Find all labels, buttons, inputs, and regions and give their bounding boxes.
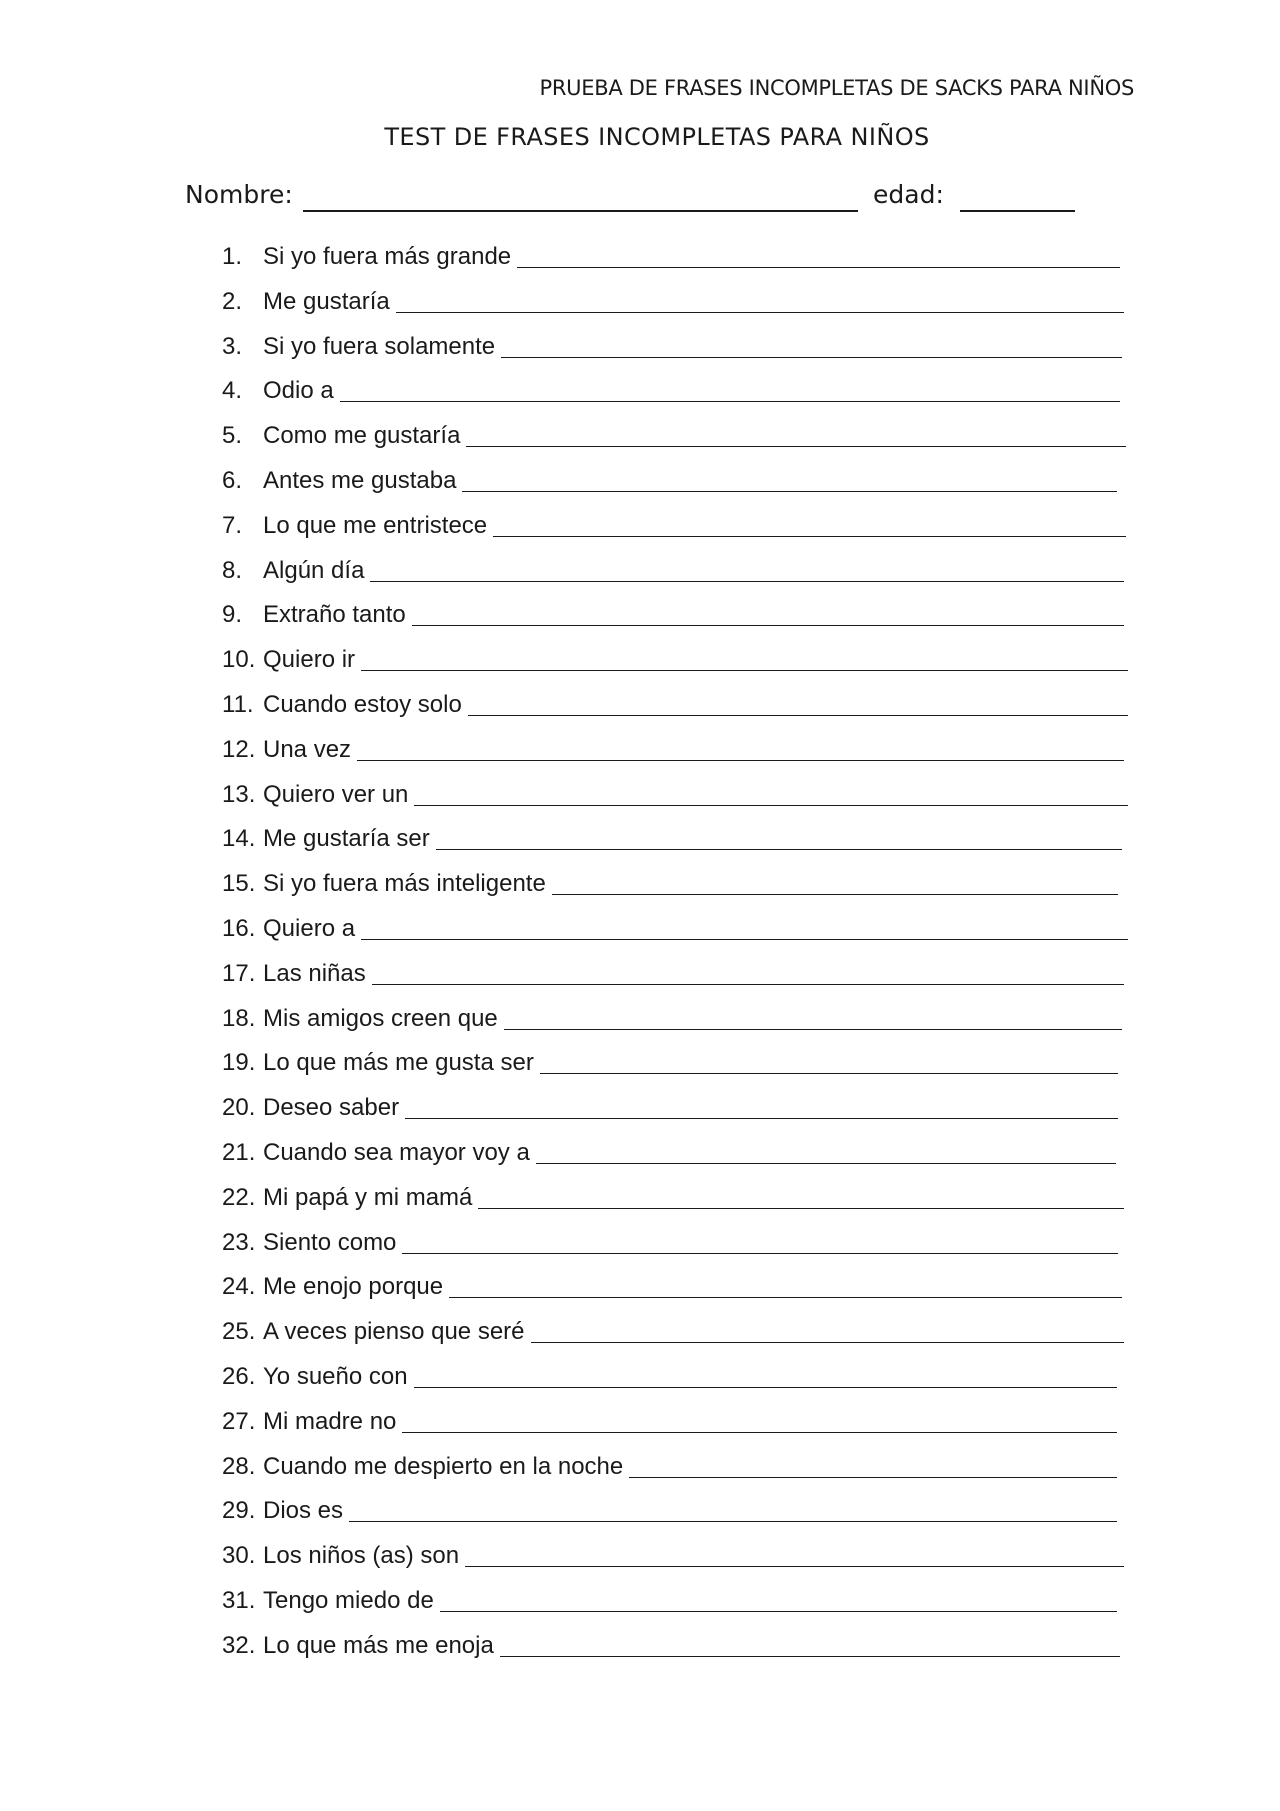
list-item (222, 735, 1140, 780)
item-number: 5. (222, 422, 243, 450)
answer-blank-line[interactable] (536, 1163, 1116, 1164)
answer-blank-line[interactable] (370, 581, 1124, 582)
item-prompt: Cuando me despierto en la noche (263, 1452, 624, 1480)
item-prompt: Lo que más me enoja (263, 1631, 494, 1659)
item-number: 19. (222, 1049, 256, 1077)
list-item (222, 1048, 1140, 1093)
item-number: 15. (222, 870, 256, 898)
name-label: Nombre: (185, 180, 293, 209)
list-item (222, 466, 1140, 511)
item-prompt: Me gustaría ser (263, 825, 430, 853)
item-number: 29. (222, 1497, 256, 1525)
answer-blank-line[interactable] (517, 267, 1120, 268)
item-number: 30. (222, 1542, 256, 1570)
answer-blank-line[interactable] (629, 1477, 1117, 1478)
item-prompt: Me enojo porque (263, 1273, 444, 1301)
item-number: 13. (222, 780, 256, 808)
item-prompt: Si yo fuera más grande (263, 243, 512, 270)
answer-blank-line[interactable] (462, 491, 1117, 492)
item-prompt: Algún día (263, 556, 365, 584)
answer-blank-line[interactable] (465, 1566, 1124, 1567)
answer-blank-line[interactable] (414, 805, 1128, 806)
answer-blank-line[interactable] (436, 849, 1122, 850)
item-prompt: A veces pienso que seré (263, 1318, 525, 1346)
item-prompt: Quiero ir (263, 646, 356, 674)
answer-blank-line[interactable] (372, 984, 1124, 985)
item-number: 22. (222, 1183, 256, 1211)
answer-blank-line[interactable] (478, 1208, 1124, 1209)
item-prompt: Los niños (as) son (263, 1542, 460, 1570)
list-item (222, 556, 1140, 601)
item-number: 32. (222, 1631, 256, 1659)
item-prompt: Deseo saber (263, 1094, 400, 1122)
item-prompt: Si yo fuera más inteligente (263, 870, 546, 898)
item-number: 10. (222, 646, 256, 674)
item-number: 24. (222, 1273, 256, 1301)
answer-blank-line[interactable] (349, 1521, 1117, 1522)
list-item (222, 511, 1140, 556)
item-prompt: Me gustaría (263, 287, 390, 315)
answer-blank-line[interactable] (504, 1029, 1122, 1030)
list-item (222, 914, 1140, 959)
item-prompt: Tengo miedo de (263, 1586, 434, 1614)
item-prompt: Yo sueño con (263, 1362, 408, 1390)
item-prompt: Extraño tanto (263, 601, 406, 629)
list-item (222, 242, 1140, 287)
list-item (222, 1183, 1140, 1228)
item-number: 14. (222, 825, 256, 853)
answer-blank-line[interactable] (361, 939, 1128, 940)
list-item (222, 600, 1140, 645)
item-number: 20. (222, 1094, 256, 1122)
list-item (222, 645, 1140, 690)
answer-blank-line[interactable] (466, 446, 1126, 447)
answer-blank-line[interactable] (501, 357, 1122, 358)
answer-blank-line[interactable] (412, 625, 1124, 626)
document-subtitle: PRUEBA DE FRASES INCOMPLETAS DE SACKS PARA NIÑOS (539, 76, 1134, 100)
item-prompt: Mi madre no (263, 1407, 397, 1435)
list-item (222, 959, 1140, 1004)
item-number: 18. (222, 1004, 256, 1032)
item-prompt: Antes me gustaba (263, 466, 457, 494)
item-number: 25. (222, 1318, 256, 1346)
list-item (222, 869, 1140, 914)
item-number: 16. (222, 914, 256, 942)
answer-blank-line[interactable] (552, 894, 1118, 895)
age-blank-line[interactable] (960, 210, 1075, 212)
item-prompt: Cuando estoy solo (263, 690, 462, 718)
answer-blank-line[interactable] (540, 1073, 1118, 1074)
item-prompt: Mis amigos creen que (263, 1004, 498, 1032)
list-item (222, 1228, 1140, 1273)
name-blank-line[interactable] (303, 210, 858, 212)
item-prompt: Siento como (263, 1228, 397, 1256)
item-prompt: Las niñas (263, 959, 366, 987)
item-prompt: Una vez (263, 735, 352, 763)
list-item (222, 1541, 1140, 1586)
answer-blank-line[interactable] (405, 1118, 1118, 1119)
list-item (222, 780, 1140, 825)
list-item (222, 1631, 1140, 1676)
answer-blank-line[interactable] (396, 312, 1124, 313)
list-item (222, 1496, 1140, 1541)
list-item (222, 690, 1140, 735)
list-item (222, 1138, 1140, 1183)
item-prompt: Odio a (263, 377, 334, 405)
answer-blank-line[interactable] (493, 536, 1126, 537)
item-number: 12. (222, 735, 256, 763)
answer-blank-line[interactable] (468, 715, 1128, 716)
list-item (222, 1093, 1140, 1138)
age-label: edad: (873, 180, 944, 209)
item-number: 26. (222, 1362, 256, 1390)
sentence-list (222, 242, 1140, 1676)
list-item (222, 287, 1140, 332)
answer-blank-line[interactable] (500, 1656, 1120, 1657)
item-number: 21. (222, 1138, 256, 1166)
item-prompt: Dios es (263, 1497, 344, 1525)
item-number: 8. (222, 556, 243, 584)
answer-blank-line[interactable] (402, 1432, 1117, 1433)
item-number: 6. (222, 466, 243, 494)
list-item (222, 1452, 1140, 1497)
answer-blank-line[interactable] (531, 1342, 1124, 1343)
list-item (222, 824, 1140, 869)
answer-blank-line[interactable] (340, 401, 1120, 402)
list-item (222, 1586, 1140, 1631)
list-item (222, 332, 1140, 377)
item-prompt: Quiero ver un (263, 780, 409, 808)
name-age-row (185, 180, 1085, 216)
item-prompt: Lo que me entristece (263, 511, 488, 539)
answer-blank-line[interactable] (361, 670, 1128, 671)
item-prompt: Si yo fuera solamente (263, 332, 496, 360)
list-item (222, 1407, 1140, 1452)
list-item (222, 1362, 1140, 1407)
item-number: 27. (222, 1407, 256, 1435)
item-number: 28. (222, 1452, 256, 1480)
item-number: 23. (222, 1228, 256, 1256)
list-item (222, 1004, 1140, 1049)
document-title: TEST DE FRASES INCOMPLETAS PARA NIÑOS (384, 123, 930, 151)
item-number: 1. (222, 243, 243, 270)
item-number: 31. (222, 1586, 256, 1614)
answer-blank-line[interactable] (440, 1611, 1117, 1612)
answer-blank-line[interactable] (449, 1297, 1122, 1298)
item-prompt: Como me gustaría (263, 422, 461, 450)
list-item (222, 1317, 1140, 1362)
item-prompt: Lo que más me gusta ser (263, 1049, 534, 1077)
list-item (222, 421, 1140, 466)
answer-blank-line[interactable] (402, 1253, 1118, 1254)
item-prompt: Mi papá y mi mamá (263, 1183, 473, 1211)
item-number: 2. (222, 287, 243, 315)
item-number: 4. (222, 377, 243, 405)
item-prompt: Quiero a (263, 914, 356, 942)
item-number: 11. (222, 690, 254, 718)
answer-blank-line[interactable] (414, 1387, 1117, 1388)
item-number: 3. (222, 332, 243, 360)
list-item (222, 376, 1140, 421)
item-number: 17. (222, 959, 256, 987)
list-item (222, 1272, 1140, 1317)
item-number: 9. (222, 601, 243, 629)
item-prompt: Cuando sea mayor voy a (263, 1138, 530, 1166)
item-number: 7. (222, 511, 243, 539)
answer-blank-line[interactable] (357, 760, 1124, 761)
